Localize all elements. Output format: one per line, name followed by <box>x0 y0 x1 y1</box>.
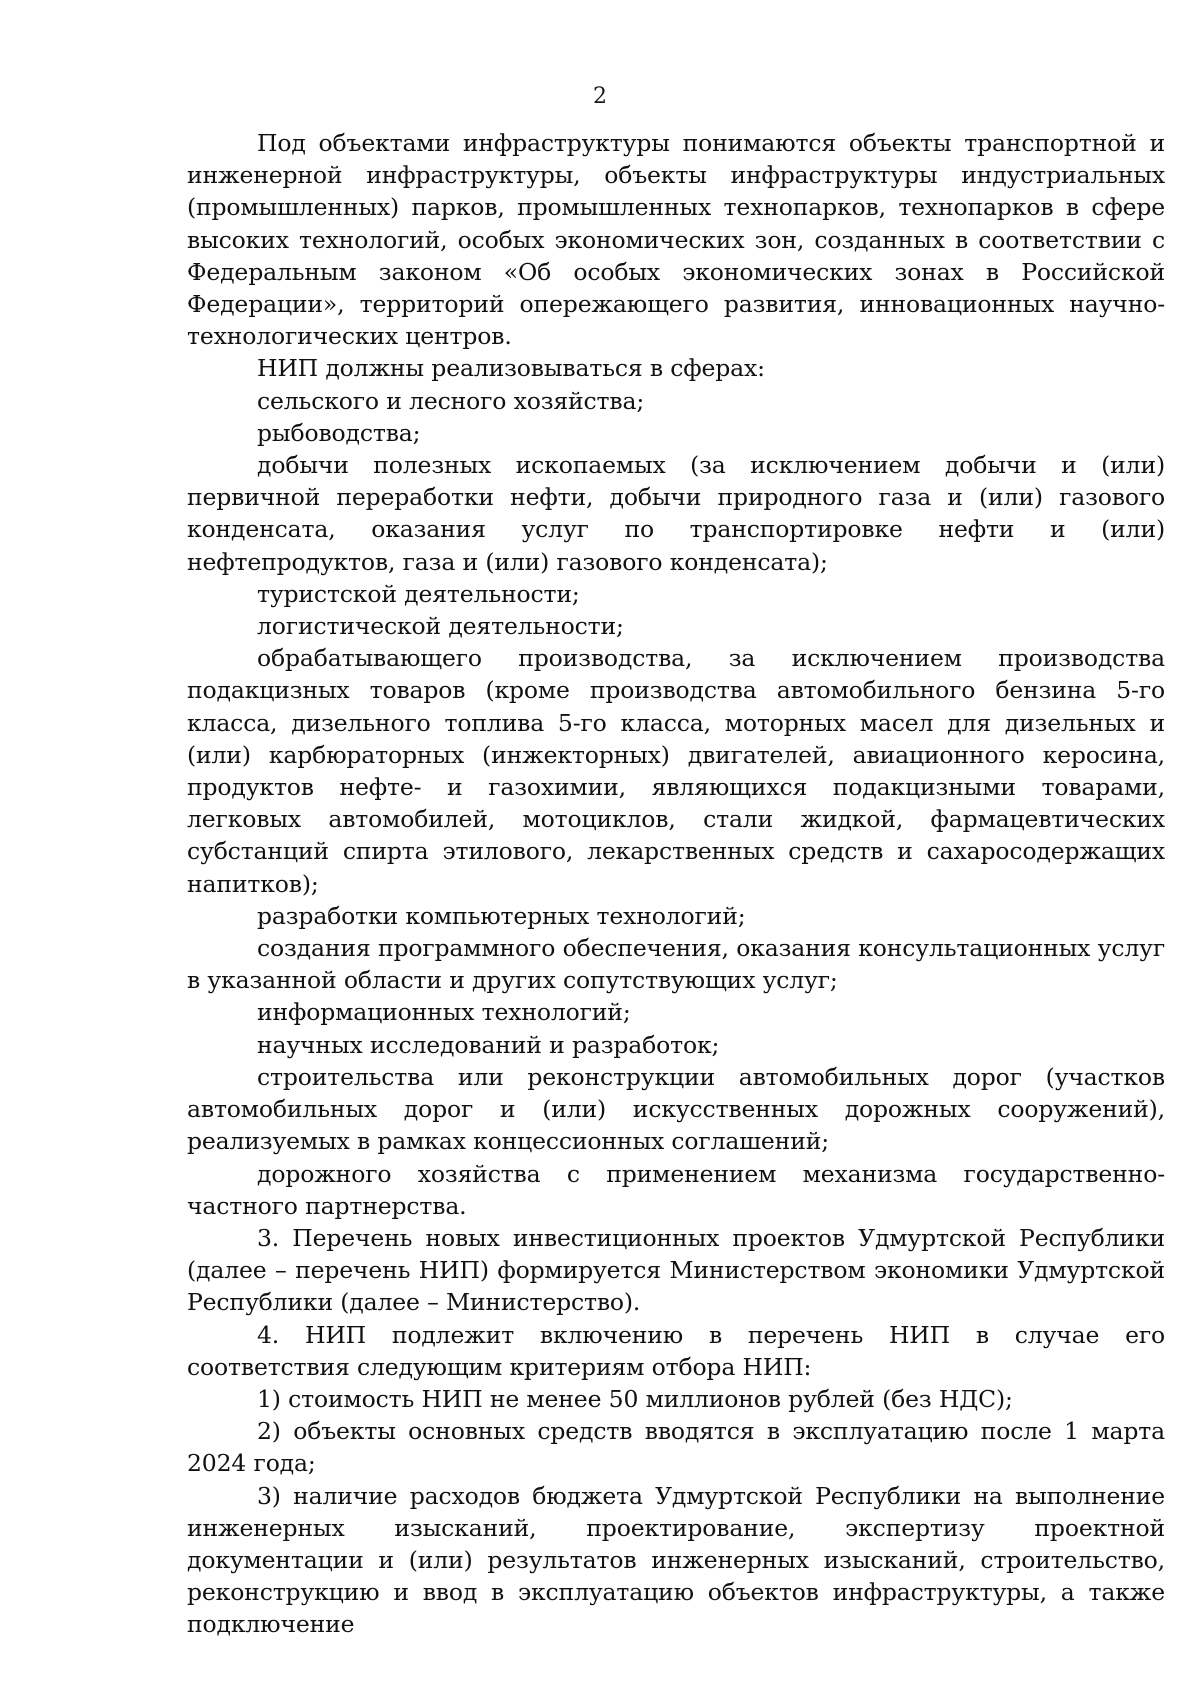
document-body <box>187 127 1165 1641</box>
paragraph-clause-4: 4. НИП подлежит включению в перечень НИП в случае его соответствия следующим критериям отбора НИП: <box>187 1320 1165 1381</box>
paragraph-clause-3: 3. Перечень новых инвестиционных проектов Удмуртской Республики (далее – перечень НИП) формируется Министерством экономики Удмуртской Республики (далее – Министерство). <box>187 1223 1165 1317</box>
paragraph-sphere-road-management: дорожного хозяйства с применением механизма государственно-частного партнерства. <box>187 1159 1165 1220</box>
paragraph-criterion-1: 1) стоимость НИП не менее 50 миллионов рублей (без НДС); <box>257 1384 1013 1413</box>
paragraph-sphere-software: создания программного обеспечения, оказания консультационных услуг в указанной области и других сопутствующих услуг; <box>187 934 1165 995</box>
paragraph-criterion-2: 2) объекты основных средств вводятся в эксплуатацию после 1 марта 2024 года; <box>187 1417 1165 1478</box>
paragraph-sphere-mining: добычи полезных ископаемых (за исключением добычи и (или) первичной переработки нефти, добычи природного газа и (или) газового конденсата, оказания услуг по транспортировке нефти и (или) нефтепродуктов, газа и (или) газового конденсата); <box>187 451 1165 576</box>
paragraph-sphere-tourism: туристской деятельности; <box>257 579 580 608</box>
page-number: 2 <box>593 84 607 109</box>
paragraph-spheres-intro: НИП должны реализовываться в сферах: <box>257 354 765 383</box>
paragraph-sphere-agriculture: сельского и лесного хозяйства; <box>257 386 645 415</box>
paragraph-criterion-3: 3) наличие расходов бюджета Удмуртской Республики на выполнение инженерных изысканий, проектирование, экспертизу проектной документации и (или) результатов инженерных изысканий, строительство, реконструкцию и ввод в эксплуатацию объектов инфраструктуры, а также подключение <box>187 1481 1165 1639</box>
paragraph-sphere-fish-farming: рыбоводства; <box>257 418 421 447</box>
paragraph-sphere-research: научных исследований и разработок; <box>257 1030 720 1059</box>
paragraph-sphere-manufacturing: обрабатывающего производства, за исключением производства подакцизных товаров (кроме производства автомобильного бензина 5-го класса, дизельного топлива 5-го класса, моторных масел для дизельных и (или) карбюраторных (инжекторных) двигателей, авиационного керосина, продуктов нефте- и газохимии, являющихся подакцизными товарами, легковых автомобилей, мотоциклов, стали жидкой, фармацевтических субстанций спирта этилового, лекарственных средств и сахаросодержащих напитков); <box>187 644 1165 898</box>
paragraph-infrastructure-definition: Под объектами инфраструктуры понимаются объекты транспортной и инженерной инфраструктуры, объекты инфраструктуры индустриальных (промышленных) парков, промышленных технопарков, технопарков в сфере высоких технологий, особых экономических зон, созданных в соответствии с Федеральным законом «Об особых экономических зонах в Российской Федерации», территорий опережающего развития, инновационных научно-технологических центров. <box>187 129 1165 351</box>
paragraph-sphere-road-construction: строительства или реконструкции автомобильных дорог (участков автомобильных дорог и (или) искусственных дорожных сооружений), реализуемых в рамках концессионных соглашений; <box>187 1062 1165 1156</box>
paragraph-sphere-computer-tech: разработки компьютерных технологий; <box>257 901 746 930</box>
paragraph-sphere-logistics: логистической деятельности; <box>257 612 624 641</box>
paragraph-sphere-it: информационных технологий; <box>257 998 631 1027</box>
